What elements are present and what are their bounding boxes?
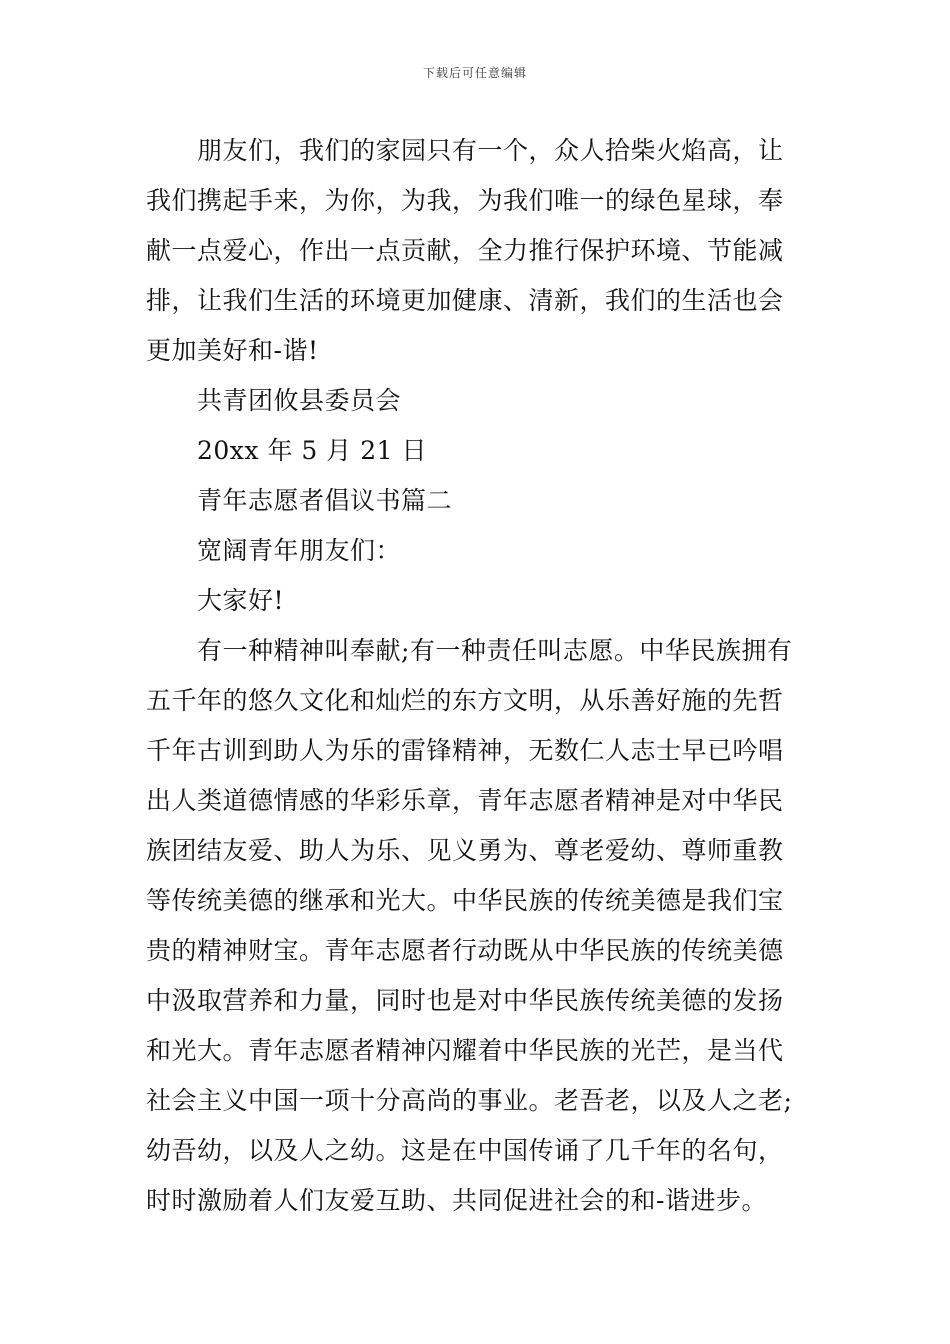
- paragraph-line: 有一种精神叫奉献;有一种责任叫志愿。中华民族拥有: [197, 636, 793, 665]
- paragraph-line: 千年古训到助人为乐的雷锋精神，无数仁人志士早已吟唱: [146, 736, 784, 765]
- paragraph-line: 中汲取营养和力量，同时也是对中华民族传统美德的发扬: [146, 986, 784, 1015]
- paragraph-line: 时时激励着人们友爱互助、共同促进社会的和-谐进步。: [146, 1186, 767, 1215]
- paragraph-line: 出人类道德情感的华彩乐章，青年志愿者精神是对中华民: [146, 786, 784, 815]
- signature-date: 20xx 年 5 月 21 日: [197, 436, 427, 465]
- paragraph-line: 和光大。青年志愿者精神闪耀着中华民族的光芒，是当代: [146, 1036, 784, 1065]
- greeting: 大家好!: [197, 586, 285, 615]
- signature-organization: 共青团攸县委员会: [197, 386, 402, 415]
- paragraph-line: 社会主义中国一项十分高尚的事业。老吾老，以及人之老;: [146, 1086, 793, 1115]
- paragraph-line: 等传统美德的继承和光大。中华民族的传统美德是我们宝: [146, 886, 784, 915]
- page-header: 下载后可任意编辑: [422, 66, 527, 80]
- paragraph-line: 我们携起手来，为你，为我，为我们唯一的绿色星球，奉: [146, 186, 784, 215]
- paragraph-line: 族团结友爱、助人为乐、见义勇为、尊老爱幼、尊师重教: [146, 836, 784, 865]
- salutation: 宽阔青年朋友们：: [197, 536, 402, 565]
- paragraph-line: 朋友们，我们的家园只有一个，众人拾柴火焰高，让: [197, 136, 784, 165]
- section-title: 青年志愿者倡议书篇二: [197, 486, 453, 515]
- paragraph-line: 贵的精神财宝。青年志愿者行动既从中华民族的传统美德: [146, 936, 784, 965]
- paragraph-line: 献一点爱心，作出一点贡献，全力推行保护环境、节能减: [146, 236, 784, 265]
- paragraph-line: 更加美好和-谐!: [146, 336, 319, 365]
- paragraph-line: 五千年的悠久文化和灿烂的东方文明，从乐善好施的先哲: [146, 686, 784, 715]
- paragraph-line: 幼吾幼，以及人之幼。这是在中国传诵了几千年的名句，: [146, 1136, 784, 1165]
- paragraph-line: 排，让我们生活的环境更加健康、清新，我们的生活也会: [146, 286, 784, 315]
- document-body: [146, 126, 812, 1226]
